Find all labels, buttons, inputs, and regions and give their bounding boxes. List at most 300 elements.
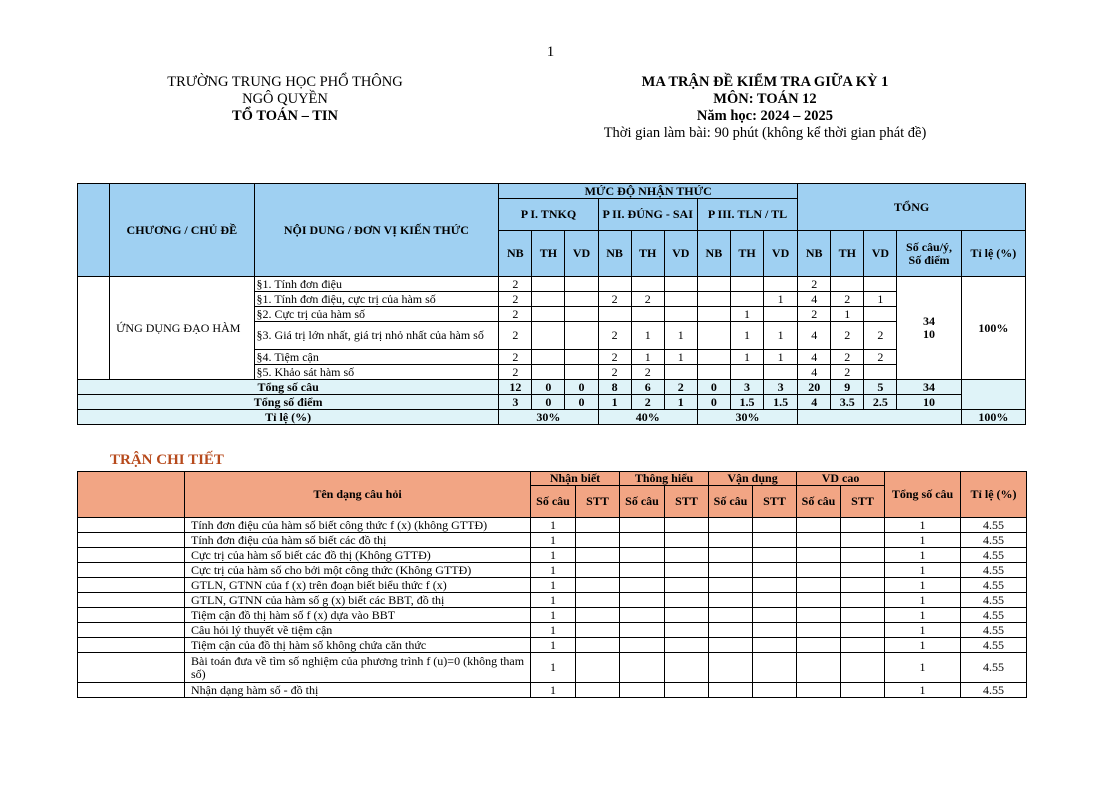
blank-cell xyxy=(78,593,185,608)
topic-cell: §4. Tiệm cận xyxy=(254,350,499,365)
total-value: 2.5 xyxy=(864,395,897,410)
empty-cell xyxy=(665,653,709,683)
empty-cell xyxy=(709,608,753,623)
empty-cell xyxy=(620,533,665,548)
matrix-value xyxy=(764,307,798,322)
ratio-total: 100% xyxy=(961,410,1025,425)
blank-header xyxy=(78,184,110,277)
detail-row xyxy=(78,533,1027,548)
total-value: 3 xyxy=(764,380,798,395)
matrix-value xyxy=(532,350,565,365)
matrix-value xyxy=(565,365,598,380)
matrix-value xyxy=(664,365,697,380)
matrix-value: 1 xyxy=(831,307,864,322)
matrix-value: 1 xyxy=(864,292,897,307)
total-value: 0 xyxy=(565,380,598,395)
school-year: Năm học: 2024 – 2025 xyxy=(696,108,834,124)
matrix-value xyxy=(764,365,798,380)
total-value: 0 xyxy=(532,395,565,410)
empty-cell xyxy=(841,548,885,563)
empty-cell xyxy=(797,518,841,533)
matrix-value: 2 xyxy=(831,322,864,350)
question-type: Cực trị của hàm số cho bởi một công thức (Không GTTĐ) xyxy=(185,563,531,578)
part3-header: P III. TLN / TL xyxy=(697,199,797,231)
detail-row xyxy=(78,518,1027,533)
school-name-2: NGÔ QUYỀN xyxy=(242,91,328,107)
matrix-value xyxy=(664,307,697,322)
matrix-value xyxy=(697,322,730,350)
empty-cell xyxy=(797,608,841,623)
row-ratio: 4.55 xyxy=(961,563,1027,578)
matrix-value: 4 xyxy=(798,365,831,380)
row-ratio: 4.55 xyxy=(961,623,1027,638)
row-ratio: 4.55 xyxy=(961,548,1027,563)
chapter-points: 10 xyxy=(923,327,936,341)
chapter-total xyxy=(897,277,961,380)
matrix-value xyxy=(565,292,598,307)
matrix-value xyxy=(730,277,763,292)
matrix-value xyxy=(532,292,565,307)
matrix-value: 1 xyxy=(730,322,763,350)
total-value: 0 xyxy=(697,380,730,395)
matrix-value: 2 xyxy=(598,365,631,380)
matrix-value xyxy=(598,277,631,292)
sub-header: TH xyxy=(831,231,864,277)
row-ratio: 4.55 xyxy=(961,653,1027,683)
empty-cell xyxy=(841,533,885,548)
chapter-ratio: 100% xyxy=(961,277,1025,380)
empty-cell xyxy=(709,653,753,683)
matrix-value xyxy=(532,365,565,380)
matrix-value: 2 xyxy=(499,322,532,350)
empty-cell xyxy=(665,638,709,653)
nb-count: 1 xyxy=(531,593,576,608)
empty-cell xyxy=(753,563,797,578)
matrix-value: 1 xyxy=(631,322,664,350)
empty-cell xyxy=(797,533,841,548)
matrix-value xyxy=(532,322,565,350)
question-type: GTLN, GTNN của hàm số g (x) biết các BBT, đồ thị xyxy=(185,593,531,608)
blank-cell xyxy=(961,380,1025,410)
matrix-value: 2 xyxy=(598,350,631,365)
empty-cell xyxy=(841,683,885,698)
matrix-value xyxy=(565,307,598,322)
matrix-value xyxy=(565,322,598,350)
empty-cell xyxy=(620,548,665,563)
empty-cell xyxy=(753,533,797,548)
nb-count: 1 xyxy=(531,518,576,533)
chapter-name: ỨNG DỤNG ĐẠO HÀM xyxy=(110,277,254,380)
row-total: 1 xyxy=(885,548,961,563)
total-value: 2 xyxy=(664,380,697,395)
matrix-value: 1 xyxy=(764,322,798,350)
empty-cell xyxy=(841,638,885,653)
empty-cell xyxy=(797,683,841,698)
matrix-value xyxy=(664,292,697,307)
total-value: 20 xyxy=(798,380,831,395)
sub-header: TH xyxy=(532,231,565,277)
total-value: 0 xyxy=(697,395,730,410)
duration: Thời gian làm bài: 90 phút (không kể thời gian phát đề) xyxy=(603,125,927,141)
empty-cell xyxy=(576,683,620,698)
empty-cell xyxy=(841,653,885,683)
matrix-value xyxy=(631,277,664,292)
empty-cell xyxy=(576,533,620,548)
matrix-value xyxy=(565,350,598,365)
level-th-header: Thông hiểu xyxy=(620,472,709,486)
empty-cell xyxy=(620,653,665,683)
total-value: 3 xyxy=(499,395,532,410)
question-type: Nhận dạng hàm số - đồ thị xyxy=(185,683,531,698)
matrix-value xyxy=(565,277,598,292)
total-value: 12 xyxy=(499,380,532,395)
empty-cell xyxy=(841,623,885,638)
blank-cell xyxy=(78,608,185,623)
total-value: 5 xyxy=(864,380,897,395)
matrix-value: 2 xyxy=(864,322,897,350)
matrix-value: 1 xyxy=(730,307,763,322)
total-value: 1 xyxy=(664,395,697,410)
row-total: 1 xyxy=(885,623,961,638)
matrix-value xyxy=(532,277,565,292)
empty-cell xyxy=(665,548,709,563)
empty-cell xyxy=(797,593,841,608)
exam-matrix-table xyxy=(77,183,1026,425)
total-value: 3.5 xyxy=(831,395,864,410)
chapter-header: CHƯƠNG / CHỦ ĐỀ xyxy=(110,184,254,277)
question-type: Tiệm cận của đồ thị hàm số không chứa căn thức xyxy=(185,638,531,653)
ratio-header: Tỉ lệ (%) xyxy=(961,472,1027,518)
nb-count: 1 xyxy=(531,653,576,683)
empty-cell xyxy=(797,548,841,563)
matrix-value xyxy=(664,277,697,292)
matrix-value xyxy=(697,277,730,292)
empty-cell xyxy=(709,683,753,698)
matrix-value xyxy=(697,350,730,365)
matrix-value: 1 xyxy=(631,350,664,365)
ratio-part1: 30% xyxy=(499,410,598,425)
empty-cell xyxy=(576,578,620,593)
matrix-value xyxy=(631,307,664,322)
row-total: 1 xyxy=(885,683,961,698)
empty-cell xyxy=(709,578,753,593)
topic-cell: §5. Khảo sát hàm số xyxy=(254,365,499,380)
total-value: 3 xyxy=(730,380,763,395)
chapter-question-count: 34 xyxy=(923,314,936,328)
content-header: NỘI DUNG / ĐƠN VỊ KIẾN THỨC xyxy=(254,184,499,277)
stt-subheader: STT xyxy=(841,486,885,518)
row-total: 1 xyxy=(885,593,961,608)
total-value: 8 xyxy=(598,380,631,395)
question-type: Tính đơn điệu của hàm số biết các đồ thị xyxy=(185,533,531,548)
empty-cell xyxy=(620,593,665,608)
matrix-value: 2 xyxy=(798,277,831,292)
level-vd-header: Vận dụng xyxy=(709,472,797,486)
empty-cell xyxy=(709,518,753,533)
detail-row xyxy=(78,608,1027,623)
nb-count: 1 xyxy=(531,548,576,563)
detail-row xyxy=(78,653,1027,683)
nb-count: 1 xyxy=(531,683,576,698)
empty-cell xyxy=(576,653,620,683)
matrix-value: 2 xyxy=(631,292,664,307)
sub-header: TH xyxy=(730,231,763,277)
matrix-value: 2 xyxy=(798,307,831,322)
question-type: Cực trị của hàm số biết các đồ thị (Không GTTĐ) xyxy=(185,548,531,563)
empty-cell xyxy=(753,578,797,593)
sub-header: NB xyxy=(499,231,532,277)
matrix-value: 1 xyxy=(664,322,697,350)
total-count-header: Tổng số câu xyxy=(885,472,961,518)
empty-cell xyxy=(576,623,620,638)
nb-count: 1 xyxy=(531,623,576,638)
empty-cell xyxy=(620,683,665,698)
matrix-value xyxy=(697,307,730,322)
empty-cell xyxy=(797,578,841,593)
empty-cell xyxy=(709,548,753,563)
total-value: 2 xyxy=(631,395,664,410)
count-subheader: Số câu xyxy=(709,486,753,518)
count-header: Số câu/ý, Số điểm xyxy=(897,231,961,277)
empty-cell xyxy=(620,563,665,578)
empty-cell xyxy=(576,548,620,563)
matrix-value: 2 xyxy=(499,365,532,380)
matrix-row xyxy=(78,277,1026,292)
count-subheader: Số câu xyxy=(620,486,665,518)
empty-cell xyxy=(753,653,797,683)
empty-cell xyxy=(841,578,885,593)
blank-cell xyxy=(78,638,185,653)
detail-table xyxy=(77,471,1027,698)
count-subheader: Số câu xyxy=(531,486,576,518)
empty-cell xyxy=(576,593,620,608)
total-points-row xyxy=(78,395,1026,410)
empty-cell xyxy=(753,623,797,638)
empty-cell xyxy=(797,563,841,578)
row-ratio: 4.55 xyxy=(961,593,1027,608)
empty-cell xyxy=(665,518,709,533)
blank-header xyxy=(78,472,185,518)
detail-row xyxy=(78,563,1027,578)
matrix-value: 2 xyxy=(499,292,532,307)
matrix-value xyxy=(598,307,631,322)
sub-header: NB xyxy=(798,231,831,277)
detail-row xyxy=(78,593,1027,608)
row-ratio: 4.55 xyxy=(961,608,1027,623)
matrix-value: 2 xyxy=(831,292,864,307)
question-type: Tiệm cận đồ thị hàm số f (x) dựa vào BBT xyxy=(185,608,531,623)
topic-cell: §2. Cực trị của hàm số xyxy=(254,307,499,322)
ratio-part2: 40% xyxy=(598,410,697,425)
department: TỔ TOÁN – TIN xyxy=(232,108,338,124)
matrix-value: 4 xyxy=(798,292,831,307)
empty-cell xyxy=(709,593,753,608)
ratio-part3: 30% xyxy=(697,410,797,425)
school-header xyxy=(140,74,430,125)
matrix-value: 2 xyxy=(499,307,532,322)
empty-cell xyxy=(753,608,797,623)
stt-subheader: STT xyxy=(665,486,709,518)
matrix-value: 2 xyxy=(631,365,664,380)
empty-cell xyxy=(753,638,797,653)
empty-cell xyxy=(620,518,665,533)
total-value: 0 xyxy=(565,395,598,410)
blank-cell xyxy=(78,683,185,698)
blank-cell xyxy=(798,410,961,425)
row-ratio: 4.55 xyxy=(961,533,1027,548)
total-value: 10 xyxy=(897,395,961,410)
row-total: 1 xyxy=(885,533,961,548)
matrix-value: 2 xyxy=(598,292,631,307)
empty-cell xyxy=(709,533,753,548)
matrix-value: 4 xyxy=(798,350,831,365)
detail-row xyxy=(78,623,1027,638)
topic-cell: §1. Tính đơn điệu xyxy=(254,277,499,292)
empty-cell xyxy=(753,548,797,563)
blank-cell xyxy=(78,623,185,638)
page-number: 1 xyxy=(546,44,555,60)
blank-cell xyxy=(78,578,185,593)
level-nb-header: Nhận biết xyxy=(531,472,620,486)
level-vdc-header: VD cao xyxy=(797,472,885,486)
empty-cell xyxy=(841,563,885,578)
blank-cell xyxy=(78,653,185,683)
part1-header: P I. TNKQ xyxy=(499,199,598,231)
sub-header: VD xyxy=(565,231,598,277)
empty-cell xyxy=(753,593,797,608)
total-value: 34 xyxy=(897,380,961,395)
blank-cell xyxy=(78,518,185,533)
matrix-value: 1 xyxy=(764,292,798,307)
question-type: Bài toán đưa về tìm số nghiệm của phương trình f (u)=0 (không tham số) xyxy=(185,653,531,683)
empty-cell xyxy=(576,563,620,578)
total-value: 0 xyxy=(532,380,565,395)
matrix-value xyxy=(764,277,798,292)
empty-cell xyxy=(665,593,709,608)
detail-row xyxy=(78,683,1027,698)
subject: MÔN: TOÁN 12 xyxy=(713,91,817,107)
total-label: Tổng số câu xyxy=(78,380,499,395)
ratio-label: Tỉ lệ (%) xyxy=(78,410,499,425)
empty-cell xyxy=(841,608,885,623)
sub-header: TH xyxy=(631,231,664,277)
empty-cell xyxy=(665,623,709,638)
blank-cell xyxy=(78,533,185,548)
matrix-value: 1 xyxy=(764,350,798,365)
row-total: 1 xyxy=(885,578,961,593)
question-type: Câu hỏi lý thuyết về tiệm cận xyxy=(185,623,531,638)
detail-row xyxy=(78,548,1027,563)
empty-cell xyxy=(797,653,841,683)
sub-header: VD xyxy=(664,231,697,277)
total-value: 1 xyxy=(598,395,631,410)
row-ratio: 4.55 xyxy=(961,518,1027,533)
total-header: TỔNG xyxy=(798,184,1026,231)
matrix-value xyxy=(730,365,763,380)
total-label: Tổng số điểm xyxy=(78,395,499,410)
total-value: 1.5 xyxy=(730,395,763,410)
empty-cell xyxy=(665,533,709,548)
empty-cell xyxy=(709,623,753,638)
matrix-value: 2 xyxy=(831,350,864,365)
matrix-value: 2 xyxy=(499,277,532,292)
empty-cell xyxy=(841,518,885,533)
total-questions-row xyxy=(78,380,1026,395)
empty-cell xyxy=(620,608,665,623)
matrix-value: 2 xyxy=(831,365,864,380)
stt-subheader: STT xyxy=(753,486,797,518)
question-type: Tính đơn điệu của hàm số biết công thức f (x) (không GTTĐ) xyxy=(185,518,531,533)
empty-cell xyxy=(841,593,885,608)
matrix-value xyxy=(532,307,565,322)
sub-header: NB xyxy=(598,231,631,277)
total-value: 9 xyxy=(831,380,864,395)
matrix-value: 2 xyxy=(499,350,532,365)
row-ratio: 4.55 xyxy=(961,578,1027,593)
question-type: GTLN, GTNN của f (x) trên đoạn biết biểu thức f (x) xyxy=(185,578,531,593)
matrix-value: 4 xyxy=(798,322,831,350)
matrix-value xyxy=(864,307,897,322)
row-total: 1 xyxy=(885,563,961,578)
ratio-header: Tỉ lệ (%) xyxy=(961,231,1025,277)
topic-cell: §1. Tính đơn điệu, cực trị của hàm số xyxy=(254,292,499,307)
row-ratio: 4.55 xyxy=(961,638,1027,653)
empty-cell xyxy=(709,638,753,653)
matrix-value: 1 xyxy=(664,350,697,365)
nb-count: 1 xyxy=(531,533,576,548)
topic-cell: §3. Giá trị lớn nhất, giá trị nhỏ nhất của hàm số xyxy=(254,322,499,350)
matrix-value xyxy=(864,277,897,292)
detail-section-title: TRẬN CHI TIẾT xyxy=(110,452,224,468)
empty-cell xyxy=(665,608,709,623)
matrix-value xyxy=(831,277,864,292)
sub-header: VD xyxy=(864,231,897,277)
empty-cell xyxy=(665,563,709,578)
exam-header xyxy=(560,74,970,142)
empty-cell xyxy=(665,683,709,698)
stt-subheader: STT xyxy=(576,486,620,518)
matrix-value: 2 xyxy=(864,350,897,365)
empty-cell xyxy=(753,683,797,698)
empty-cell xyxy=(576,638,620,653)
nb-count: 1 xyxy=(531,608,576,623)
nb-count: 1 xyxy=(531,578,576,593)
row-total: 1 xyxy=(885,653,961,683)
matrix-value xyxy=(697,365,730,380)
empty-cell xyxy=(709,563,753,578)
sub-header: NB xyxy=(697,231,730,277)
empty-cell xyxy=(576,518,620,533)
nb-count: 1 xyxy=(531,563,576,578)
ratio-row xyxy=(78,410,1026,425)
blank-cell xyxy=(78,277,110,380)
matrix-value: 1 xyxy=(730,350,763,365)
empty-cell xyxy=(620,638,665,653)
total-value: 1.5 xyxy=(764,395,798,410)
matrix-value xyxy=(697,292,730,307)
exam-title: MA TRẬN ĐỀ KIỂM TRA GIỮA KỲ 1 xyxy=(641,74,889,90)
level-header: MỨC ĐỘ NHẬN THỨC xyxy=(499,184,798,199)
blank-cell xyxy=(78,563,185,578)
matrix-value: 2 xyxy=(598,322,631,350)
count-subheader: Số câu xyxy=(797,486,841,518)
empty-cell xyxy=(753,518,797,533)
part2-header: P II. ĐÚNG - SAI xyxy=(598,199,697,231)
sub-header: VD xyxy=(764,231,798,277)
matrix-value xyxy=(864,365,897,380)
matrix-value xyxy=(730,292,763,307)
question-type-header: Tên dạng câu hỏi xyxy=(185,472,531,518)
